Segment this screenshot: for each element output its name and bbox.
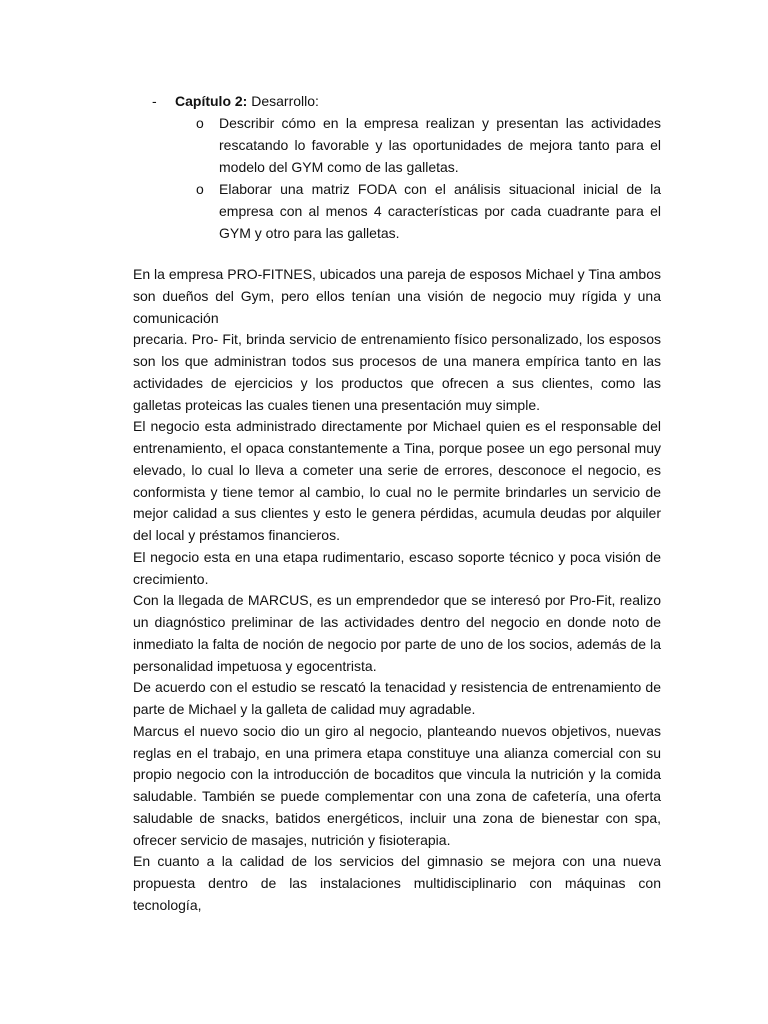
outline-subitem <box>0 112 768 178</box>
paragraph: Marcus el nuevo socio dio un giro al negocio, planteando nuevos objetivos, nuevas reglas en el trabajo, en una primera etapa constituye una alianza comercial con su propio negocio con la introducción de bocaditos que vincula la nutrición y la comida saludable. También se puede complementar con una zona de cafetería, una oferta saludable de snacks, batidos energéticos, incluir una zona de bienestar con spa, ofrecer servicio de masajes, nutrición y fisioterapia. <box>133 722 661 848</box>
subitem-text: Describir cómo en la empresa realizan y presentan las actividades rescatando lo favorable y las oportunidades de mejora tanto para el modelo del GYM como de las galletas. <box>219 115 661 175</box>
subitem-text: Elaborar una matriz FODA con el análisis situacional inicial de la empresa con al menos 4 características por cada cuadrante para el GYM y otro para las galletas. <box>219 181 661 241</box>
paragraph: Con la llegada de MARCUS, es un emprendedor que se interesó por Pro-Fit, realizo un diagnóstico preliminar de las actividades dentro del negocio en donde noto de inmediato la falta de noción de negocio por parte de uno de los socios, además de la personalidad impetuosa y egocentrista. <box>133 592 661 674</box>
paragraph: En la empresa PRO-FITNES, ubicados una pareja de esposos Michael y Tina ambos son dueños del Gym, pero ellos tenían una visión de negocio muy rígida y una comunicación <box>133 266 661 326</box>
paragraph: El negocio esta en una etapa rudimentario, escaso soporte técnico y poca visión de crecimiento. <box>133 548 661 587</box>
paragraph: De acuerdo con el estudio se rescató la tenacidad y resistencia de entrenamiento de parte de Michael y la galleta de calidad muy agradable. <box>133 679 661 717</box>
chapter-outline <box>0 90 768 244</box>
outline-subitem <box>0 178 768 244</box>
paragraph: El negocio esta administrado directamente por Michael quien es el responsable del entrenamiento, el opaca constantemente a Tina, porque posee un ego personal muy elevado, lo cual lo lleva a cometer una serie de errores, desconoce el negocio, es conformista y tiene temor al cambio, lo cual no le permite brindarles un servicio de mejor calidad a sus clientes y esto le genera pérdidas, acumula deudas por alquiler del local y préstamos financieros. <box>133 418 661 543</box>
circle-bullet-icon: o <box>196 181 204 197</box>
chapter-heading <box>0 90 768 112</box>
chapter-label: Capítulo 2: <box>175 93 248 109</box>
chapter-title: Desarrollo: <box>251 93 319 109</box>
list-dash: - <box>152 93 157 109</box>
paragraph: En cuanto a la calidad de los servicios del gimnasio se mejora con una nueva propuesta dentro de las instalaciones multidisciplinario con máquinas con tecnología, <box>133 853 661 913</box>
paragraph: precaria. Pro- Fit, brinda servicio de entrenamiento físico personalizado, los esposos son los que administran todos sus procesos de una manera empírica tanto en las actividades de ejercicios y los productos que ofrecen a sus clientes, como las galletas proteicas las cuales tienen una presentación muy simple. <box>133 331 661 413</box>
circle-bullet-icon: o <box>196 115 204 131</box>
body-text <box>133 264 661 917</box>
